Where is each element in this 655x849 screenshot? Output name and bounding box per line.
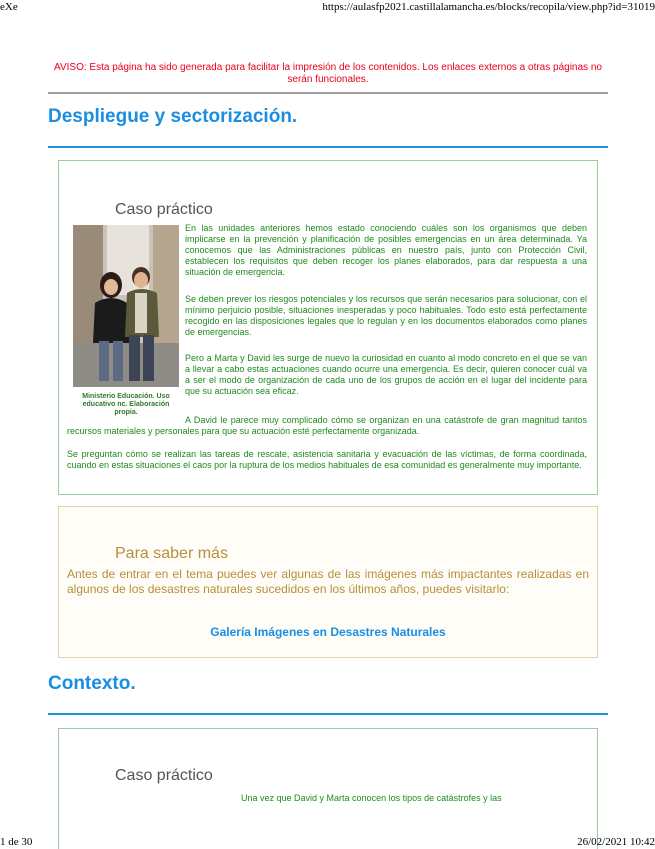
gallery-link[interactable]: Galería Imágenes en Desastres Naturales [210, 625, 446, 639]
section-title-despliegue: Despliegue y sectorización. [48, 106, 298, 127]
more-info-text: Antes de entrar en el tema puedes ver algunas de las imágenes más impactantes realizadas en algunos de los desastres naturales sucedidos en los últimos años, puedes visitarlo: [67, 567, 589, 596]
case-paragraph: Pero a Marta y David les surge de nuevo la curiosidad en cuanto al modo concreto en el que se van a llevar a cabo estas actuaciones cuando ocurre una emergencia. Es decir, quieren conocer cuál va a ser el modo de organización de cada uno de los grupos de acción en el lugar del incidente para que su actuación sea eficaz. [185, 353, 587, 396]
case-paragraph: Una vez que David y Marta conocen los tipos de catástrofes y las [241, 793, 502, 803]
case-study-box [58, 160, 598, 495]
case-study-title: Caso práctico [115, 201, 213, 218]
print-notice: AVISO: Esta página ha sido generada para facilitar la impresión de los contenidos. Los enlaces externos a otras páginas no serán funcionales. [54, 62, 602, 85]
section-divider [48, 713, 608, 715]
section-divider [48, 146, 608, 148]
case-paragraph: En las unidades anteriores hemos estado conociendo cuáles son los organismos que deben implicarse en la prevención y planificación de posibles emergencias en un área determinada. Ya conocemos que las Administraciones públicas en nuestro país, junto con Protección Civil, establecen los requisitos que deben recoger los planes elaborados, para dar respuesta a una situación de emergencia. [185, 223, 587, 277]
print-header-url: https://aulasfp2021.castillalamancha.es/blocks/recopila/view.php?id=31019 [322, 1, 655, 13]
page-counter: 1 de 30 [0, 836, 33, 848]
print-datetime: 26/02/2021 10:42 [577, 836, 655, 848]
more-info-box [58, 506, 598, 658]
photo-caption: Ministerio Educación. Uso educativo nc. Elaboración propia. [82, 393, 170, 416]
case-paragraph: Se deben prever los riesgos potenciales y los recursos que serán necesarios para solucionar, con el mínimo perjuicio posible, situaciones inesperadas y poco habituales. Todo esto está perfectamente recogido en las disposiciones legales que lo regulan y en los documentos elaborados como planes de emergencias. [185, 294, 587, 337]
print-header-left: eXe [0, 1, 18, 13]
more-info-title: Para saber más [115, 545, 228, 562]
case-study-box-2 [58, 728, 598, 849]
case-study-photo [73, 225, 179, 387]
case-study-title: Caso práctico [115, 767, 213, 784]
case-paragraph: Se preguntan cómo se realizan las tareas de rescate, asistencia sanitaria y evacuación de las víctimas, de forma coordinada, cuando en estas situaciones el caos por la ruptura de los medios habituales de esa comunidad es generalmente muy importante. [67, 449, 587, 470]
notice-divider [48, 92, 608, 94]
case-paragraph: A David le parece muy complicado cómo se organizan en una catástrofe de gran magnitud tantos recursos materiales y personales para que su actuación esté perfectamente organizada. [67, 415, 587, 436]
section-title-contexto: Contexto. [48, 673, 136, 694]
